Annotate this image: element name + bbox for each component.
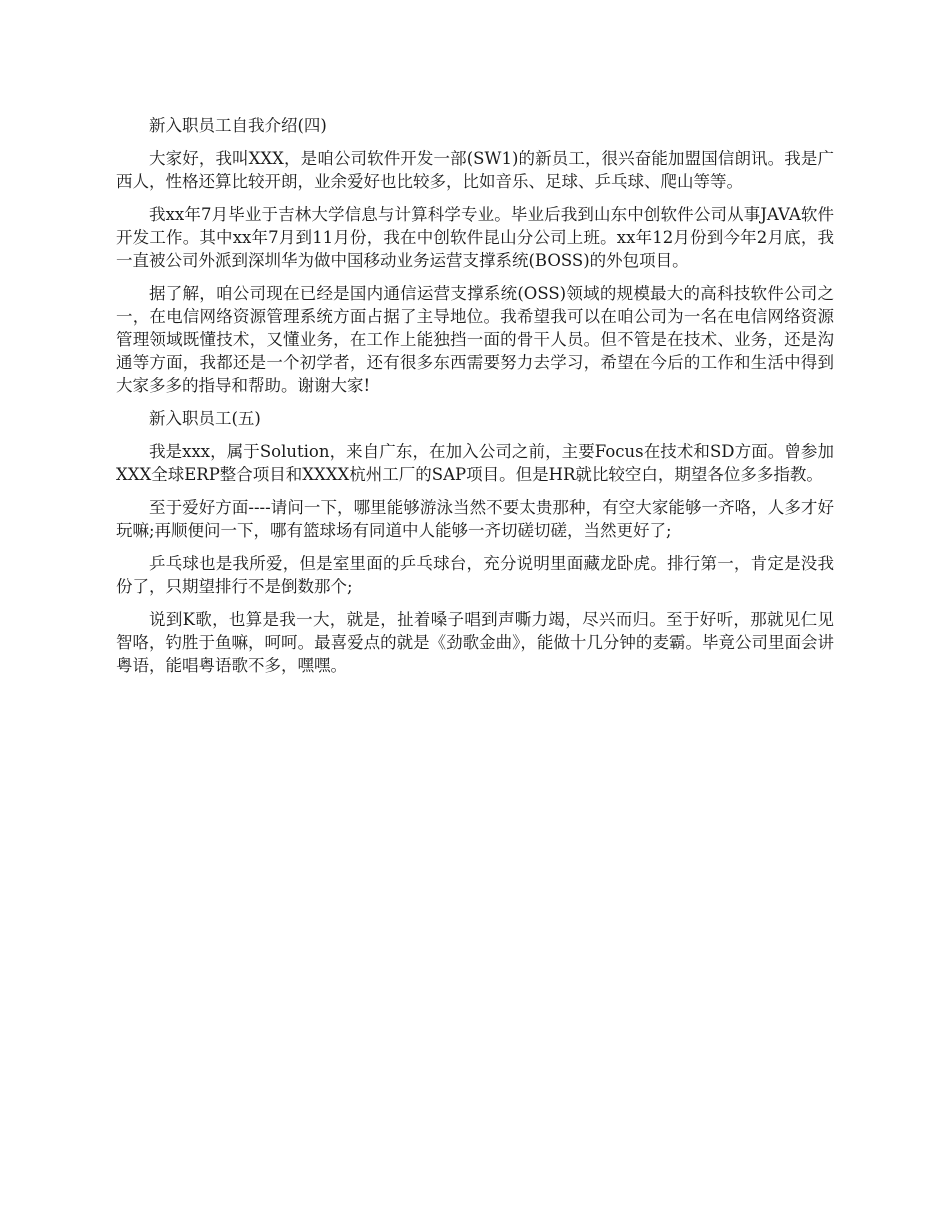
paragraph: 我是xxx，属于Solution，来自广东，在加入公司之前，主要Focus在技术和SD方面。曾参加XXX全球ERP整合项目和XXXX杭州工厂的SAP项目。但是HR就比较空白，期望各位多多指教。 [116, 442, 834, 484]
paragraph: 据了解，咱公司现在已经是国内通信运营支撑系统(OSS)领域的规模最大的高科技软件公司之一，在电信网络资源管理系统方面占据了主导地位。我希望我可以在咱公司为一名在电信网络资源管理领域既懂技术，又懂业务，在工作上能独挡一面的骨干人员。但不管是在技术、业务，还是沟通等方面，我都还是一个初学者，还有很多东西需要努力去学习，希望在今后的工作和生活中得到大家多多的指导和帮助。谢谢大家! [116, 284, 834, 395]
paragraph: 至于爱好方面----请问一下，哪里能够游泳当然不要太贵那种，有空大家能够一齐咯，人多才好玩嘛;再顺便问一下，哪有篮球场有同道中人能够一齐切磋切磋，当然更好了; [116, 498, 834, 540]
paragraph: 大家好，我叫XXX，是咱公司软件开发一部(SW1)的新员工，很兴奋能加盟国信朗讯。我是广西人，性格还算比较开朗，业余爱好也比较多，比如音乐、足球、乒乓球、爬山等等。 [116, 149, 834, 191]
section-title: 新入职员工(五) [149, 409, 261, 428]
section-title: 新入职员工自我介绍(四) [149, 116, 327, 135]
paragraph: 我xx年7月毕业于吉林大学信息与计算科学专业。毕业后我到山东中创软件公司从事JAVA软件开发工作。其中xx年7月到11月份，我在中创软件昆山分公司上班。xx年12月份到今年2月底，我一直被公司外派到深圳华为做中国移动业务运营支撑系统(BOSS)的外包项目。 [116, 205, 834, 270]
paragraph: 说到K歌，也算是我一大，就是，扯着嗓子唱到声嘶力竭，尽兴而归。至于好听，那就见仁见智咯，钓胜于鱼嘛，呵呵。最喜爱点的就是《劲歌金曲》，能做十几分钟的麦霸。毕竟公司里面会讲粤语，能唱粤语歌不多，嘿嘿。 [116, 610, 834, 675]
paragraph: 乒乓球也是我所爱，但是室里面的乒乓球台，充分说明里面藏龙卧虎。排行第一，肯定是没我份了，只期望排行不是倒数那个; [116, 554, 834, 596]
